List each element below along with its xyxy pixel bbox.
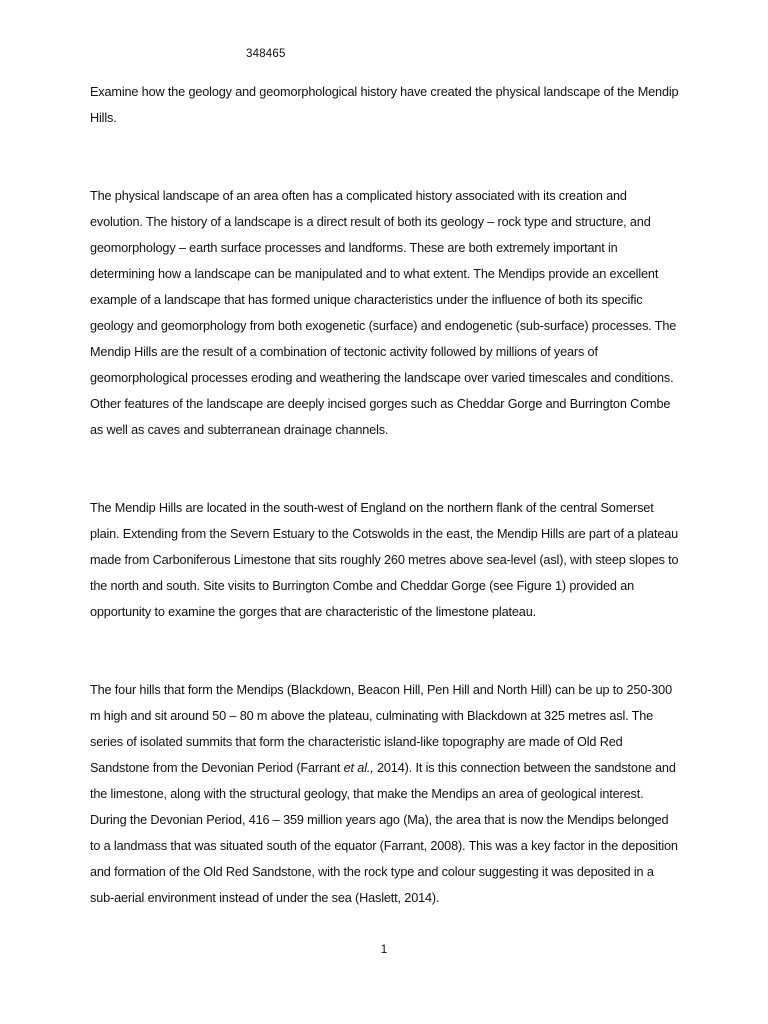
student-id: 348465	[246, 48, 286, 60]
paragraph-introduction: The physical landscape of an area often has a complicated history associated with its creation and evolution. The history of a landscape is a direct result of both its geology – rock type and structure, and geomorphology – earth surface processes and landforms. These are both extremely important in determining how a landscape can be manipulated and to what extent. The Mendips provide an excellent example of a landscape that has formed unique characteristics under the influence of both its specific geology and geomorphology from both exogenetic (surface) and endogenetic (sub-surface) processes. The Mendip Hills are the result of a combination of tectonic activity followed by millions of years of geomorphological processes eroding and weathering the landscape over varied timescales and conditions. Other features of the landscape are deeply incised gorges such as Cheddar Gorge and Burrington Combe as well as caves and subterranean drainage channels.	[90, 189, 677, 437]
page-number: 1	[380, 942, 388, 956]
citation-et-al: et al.,	[343, 761, 374, 775]
paragraph-hills-text-2: 2014). It is this connection between the sandstone and the limestone, along with the structural geology, that make the Mendips an area of geological interest. During the Devonian Period, 416 – 359 million years ago (Ma), the area that is now the Mendips belonged to a landmass that was situated south of the equator (Farrant, 2008). This was a key factor in the deposition and formation of the Old Red Sandstone, with the rock type and colour suggesting it was deposited in a sub-aerial environment instead of under the sea (Haslett, 2014).	[90, 761, 678, 905]
document-body	[90, 79, 680, 911]
paragraph-hills-text-1: The four hills that form the Mendips (Blackdown, Beacon Hill, Pen Hill and North Hill) can be up to 250-300 m high and sit around 50 – 80 m above the plateau, culminating with Blackdown at 325 metres asl. The series of isolated summits that form the characteristic island-like topography are made of Old Red Sandstone from the Devonian Period (Farrant	[90, 683, 672, 775]
essay-title: Examine how the geology and geomorphological history have created the physical landscape of the Mendip Hills.	[90, 85, 679, 125]
paragraph-hills	[90, 677, 680, 911]
paragraph-location: The Mendip Hills are located in the south-west of England on the northern flank of the central Somerset plain. Extending from the Severn Estuary to the Cotswolds in the east, the Mendip Hills are part of a plateau made from Carboniferous Limestone that sits roughly 260 metres above sea-level (asl), with steep slopes to the north and south. Site visits to Burrington Combe and Cheddar Gorge (see Figure 1) provided an opportunity to examine the gorges that are characteristic of the limestone plateau.	[90, 501, 679, 619]
